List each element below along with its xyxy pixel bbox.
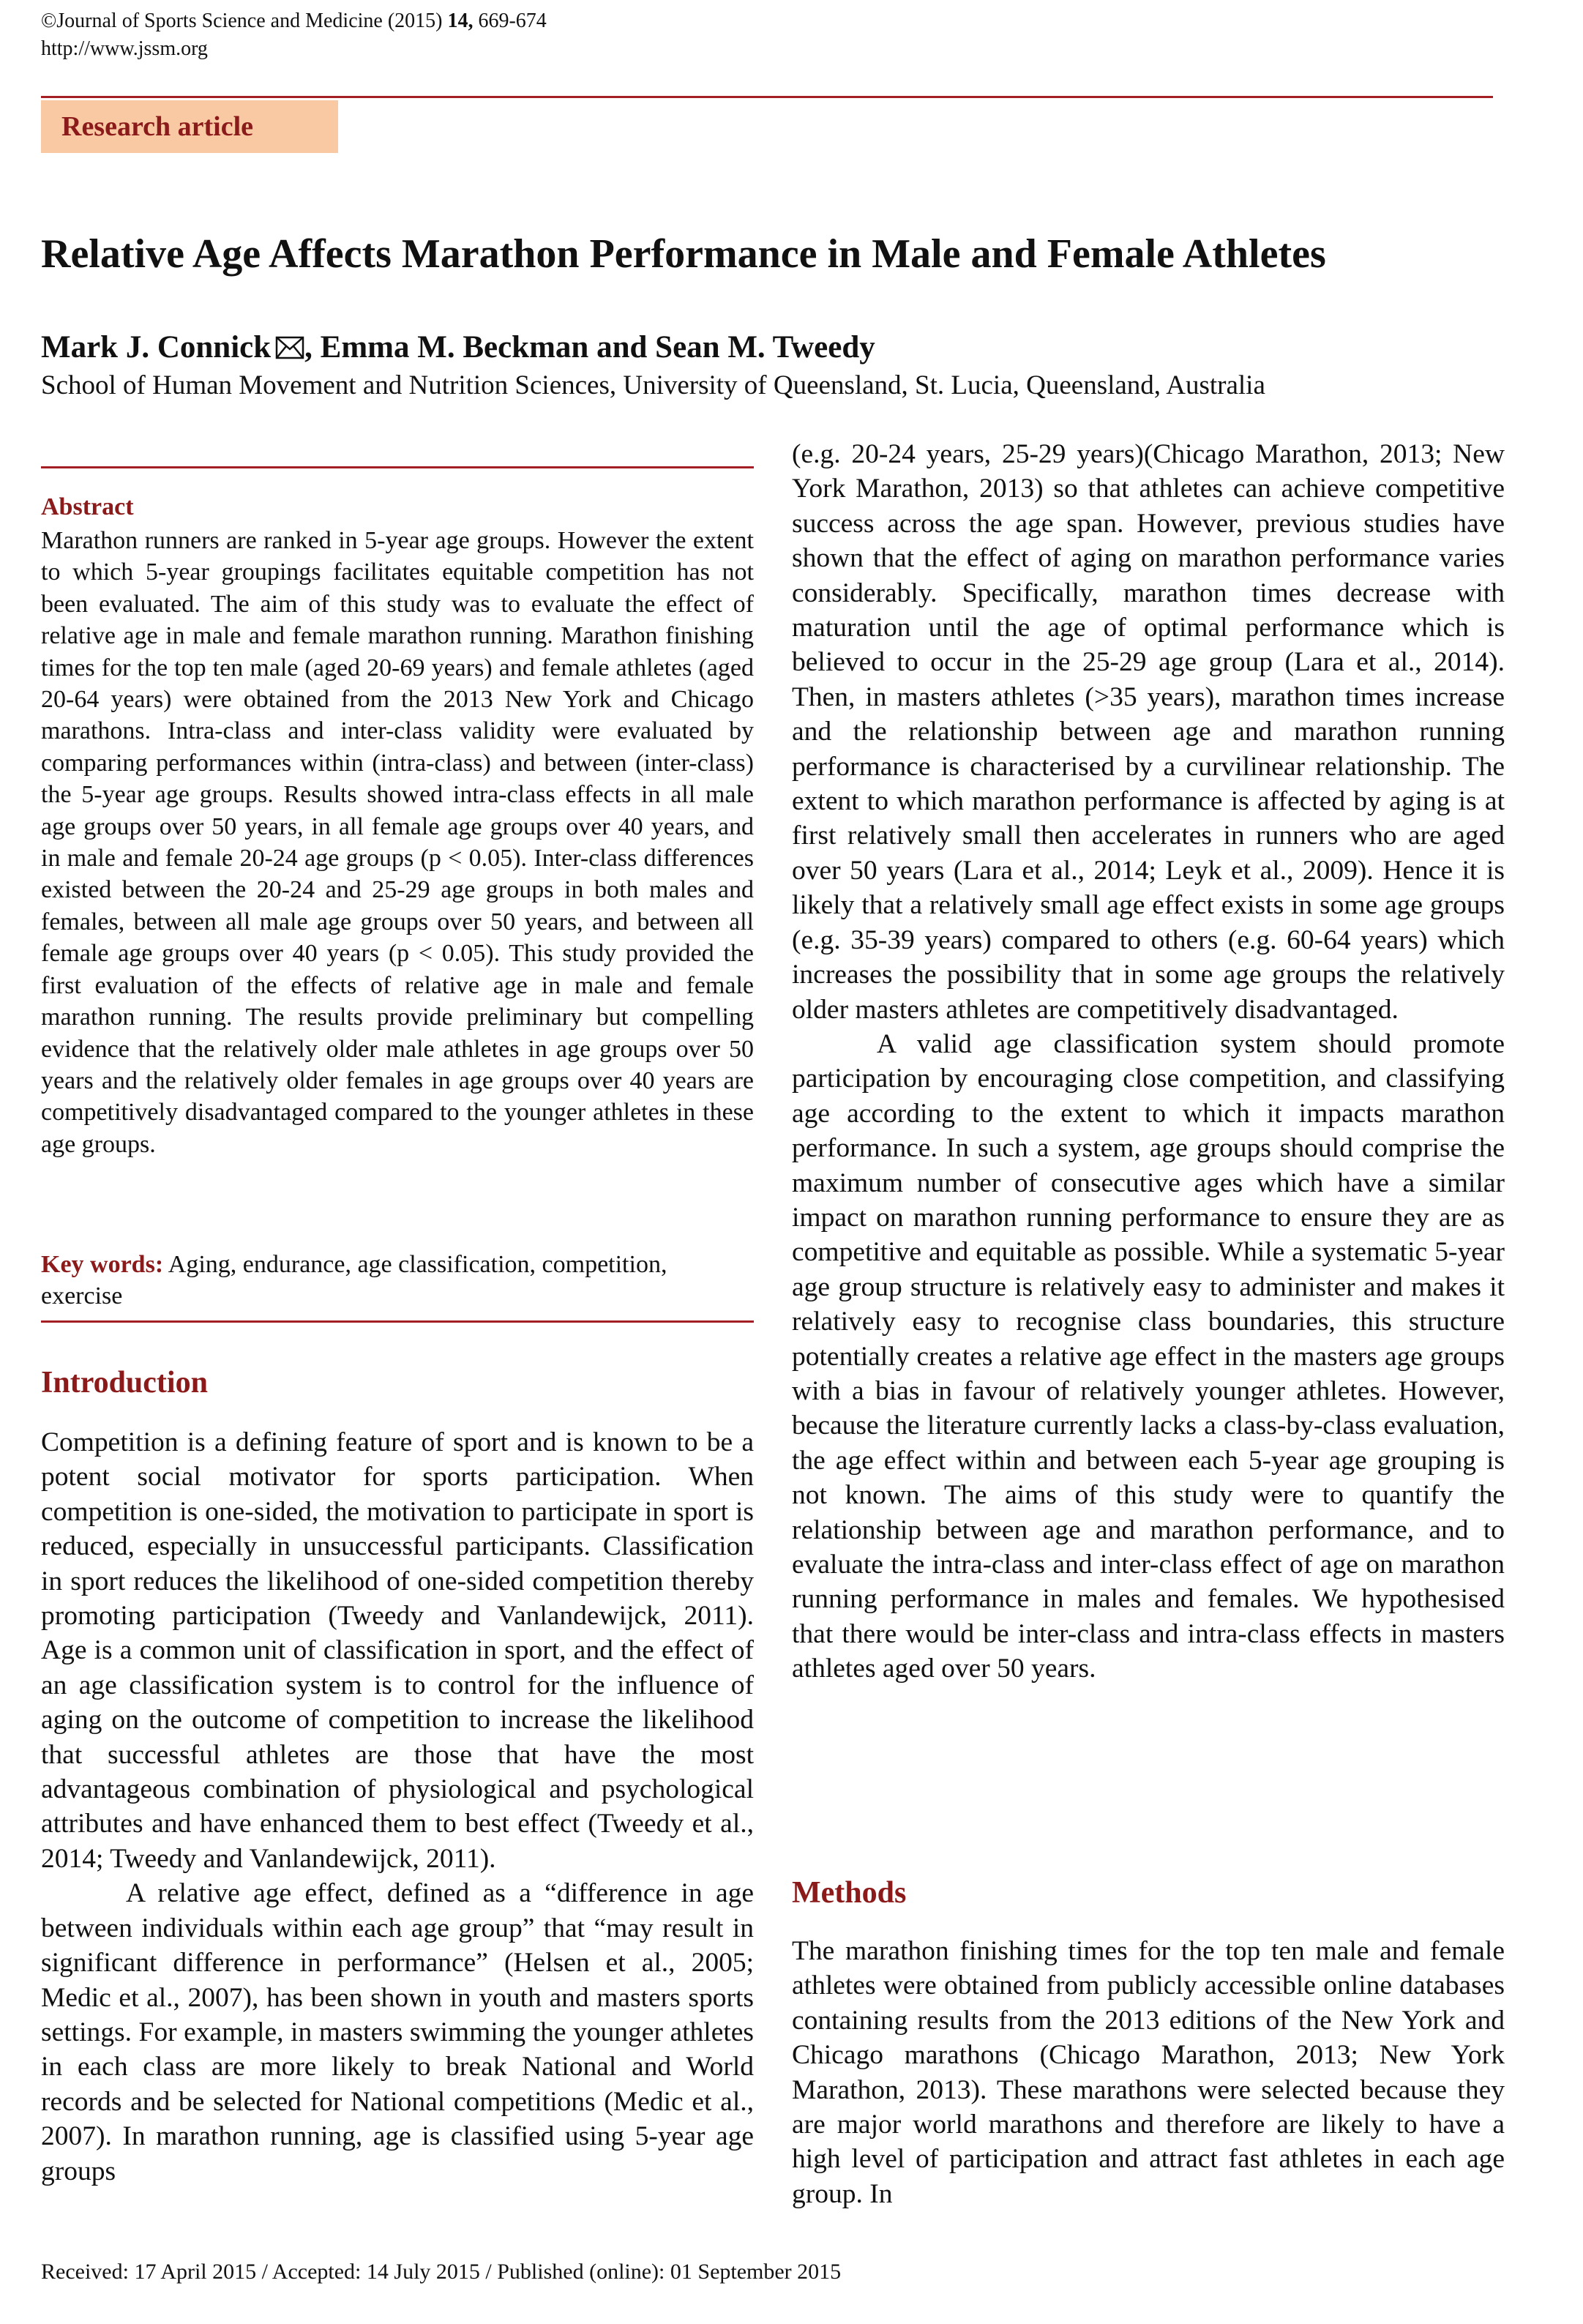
keywords-label: Key words: — [41, 1251, 164, 1278]
abstract-heading: Abstract — [41, 493, 134, 520]
methods-heading: Methods — [792, 1876, 907, 1910]
introduction-paragraph: Competition is a defining feature of sport and is known to be a potent social motivator for sports participation. When competition is one-sided, the motivation to participate in sport is reduced, especially in unsuccessful participants. Classification in sport reduces the likelihood of one-sided competition thereby promoting participation (Tweedy and Vanlandewijck, 2011). Age is a common unit of classification in sport, and the effect of an age classification system is to control for the influence of aging on the outcome of competition to increase the likelihood that successful athletes are those that have the most advantageous combination of physiological and psychological attributes and have enhanced them to best effect (Tweedy et al., 2014; Tweedy and Vanlandewijck, 2011). — [41, 1427, 754, 1874]
abstract-text: Marathon runners are ranked in 5-year age groups. However the extent to which 5-year groupings facilitates equitable competition has not been evaluated. The aim of this study was to evaluate the effect of relative age in male and female marathon running. Marathon finishing times for the top ten male (aged 20-69 years) and female athletes (aged 20-64 years) were obtained from the 2013 New York and Chicago marathons. Intra-class and inter-class validity were evaluated by comparing performances within (intra-class) and between (inter-class) the 5-year age groups. Results showed intra-class effects in all male age groups over 50 years, in all female age groups over 40 years, and in male and female 20-24 age groups (p < 0.05). Inter-class differences existed between the 20-24 and 25-29 age groups in both males and females, between all male age groups over 50 years, and between all female age groups over 40 years (p < 0.05). This study provided the first evaluation of the effects of relative age in male and female marathon running. The results provide preliminary but compelling evidence that the relatively older male athletes in age groups over 50 years and the relatively older females in age groups over 40 years are competitively disadvantaged compared to the younger athletes in these age groups. — [41, 527, 754, 1158]
introduction-paragraph: A relative age effect, defined as a “difference in age between individuals within each age group” that “may result in significant difference in performance” (Helsen et al., 2005; Medic et al., 2007), has been shown in youth and masters sports settings. For example, in masters swimming the younger athletes in each class are more likely to break National and World records and be selected for National competitions (Medic et al., 2007). In marathon running, age is classified using 5-year age groups — [41, 1878, 754, 2186]
journal-url[interactable]: http://www.jssm.org — [41, 37, 208, 60]
author-list — [41, 327, 875, 368]
keywords — [41, 1249, 754, 1312]
introduction-left-column — [41, 1425, 754, 2189]
other-authors: , Emma M. Beckman and Sean M. Tweedy — [304, 330, 875, 365]
introduction-paragraph: A valid age classification system should promote participation by encouraging close competition, and classifying age according to the extent to which it impacts marathon performance. In such a system, age groups should comprise the maximum number of consecutive ages which have a similar impact on marathon running performance to ensure they are as competitive and equitable as possible. While a systematic 5-year age group structure is relatively easy to administer and makes it relatively easy to recognise class boundaries, this structure potentially creates a relative age effect in the masters age groups with a bias in favour of relatively younger athletes. However, because the literature currently lacks a class-by-class evaluation, the age effect within and between each 5-year age grouping is not known. The aims of this study were to quantify the relationship between age and marathon performance, and to evaluate the intra-class and inter-class effect of age on marathon running performance in males and females. We hypothesised that there would be inter-class and intra-class effects in masters athletes aged over 50 years. — [792, 1028, 1505, 1684]
methods-column — [792, 1934, 1505, 2211]
article-type-badge: Research article — [41, 100, 338, 153]
methods-paragraph: The marathon finishing times for the top ten male and female athletes were obtained from publicly accessible online databases containing results from the 2013 editions of the New York and Chicago marathons (Chicago Marathon, 2013; New York Marathon, 2013). These marathons were selected because they are major world marathons and therefore are likely to have a high level of participation and attract fast athletes in each age group. In — [792, 1936, 1505, 2209]
keywords-list: Aging, endurance, age classification, competition, exercise — [41, 1251, 667, 1310]
introduction-right-column — [792, 437, 1505, 1686]
author-affiliation: School of Human Movement and Nutrition Sciences, University of Queensland, St. Lucia, Queensland, Australia — [41, 370, 1265, 400]
header-divider — [41, 96, 1493, 98]
publication-dates: Received: 17 April 2015 / Accepted: 14 July 2015 / Published (online): 01 September 2015 — [41, 2260, 842, 2284]
journal-volume: 14, — [447, 10, 474, 32]
envelope-icon[interactable] — [275, 335, 304, 360]
abstract-divider-top — [41, 466, 754, 468]
article-title: Relative Age Affects Marathon Performance in Male and Female Athletes — [41, 231, 1326, 277]
first-author: Mark J. Connick — [41, 330, 272, 365]
abstract-divider-bottom — [41, 1320, 754, 1323]
introduction-paragraph: (e.g. 20-24 years, 25-29 years)(Chicago Marathon, 2013; New York Marathon, 2013) so that athletes can achieve competitive success across the age span. However, previous studies have shown that the effect of aging on marathon performance varies considerably. Specifically, marathon times decrease with maturation until the age of optimal performance which is believed to occur in the 25-29 age group (Lara et al., 2014). Then, in masters athletes (>35 years), marathon times increase and the relationship between age and marathon running performance is characterised by a curvilinear relationship. The extent to which marathon performance is affected by aging is at first relatively small then accelerates in runners who are aged over 50 years (Lara et al., 2014; Leyk et al., 2009). Hence it is likely that a relatively small age effect exists in some age groups (e.g. 35-39 years) compared to others (e.g. 60-64 years) which increases the possibility that in some age groups the relatively older masters athletes are competitively disadvantaged. — [792, 439, 1505, 1025]
journal-pages: 669-674 — [473, 10, 547, 32]
journal-name: ©Journal of Sports Science and Medicine (2015) — [41, 10, 448, 32]
journal-citation — [41, 9, 547, 34]
introduction-heading: Introduction — [41, 1366, 208, 1400]
